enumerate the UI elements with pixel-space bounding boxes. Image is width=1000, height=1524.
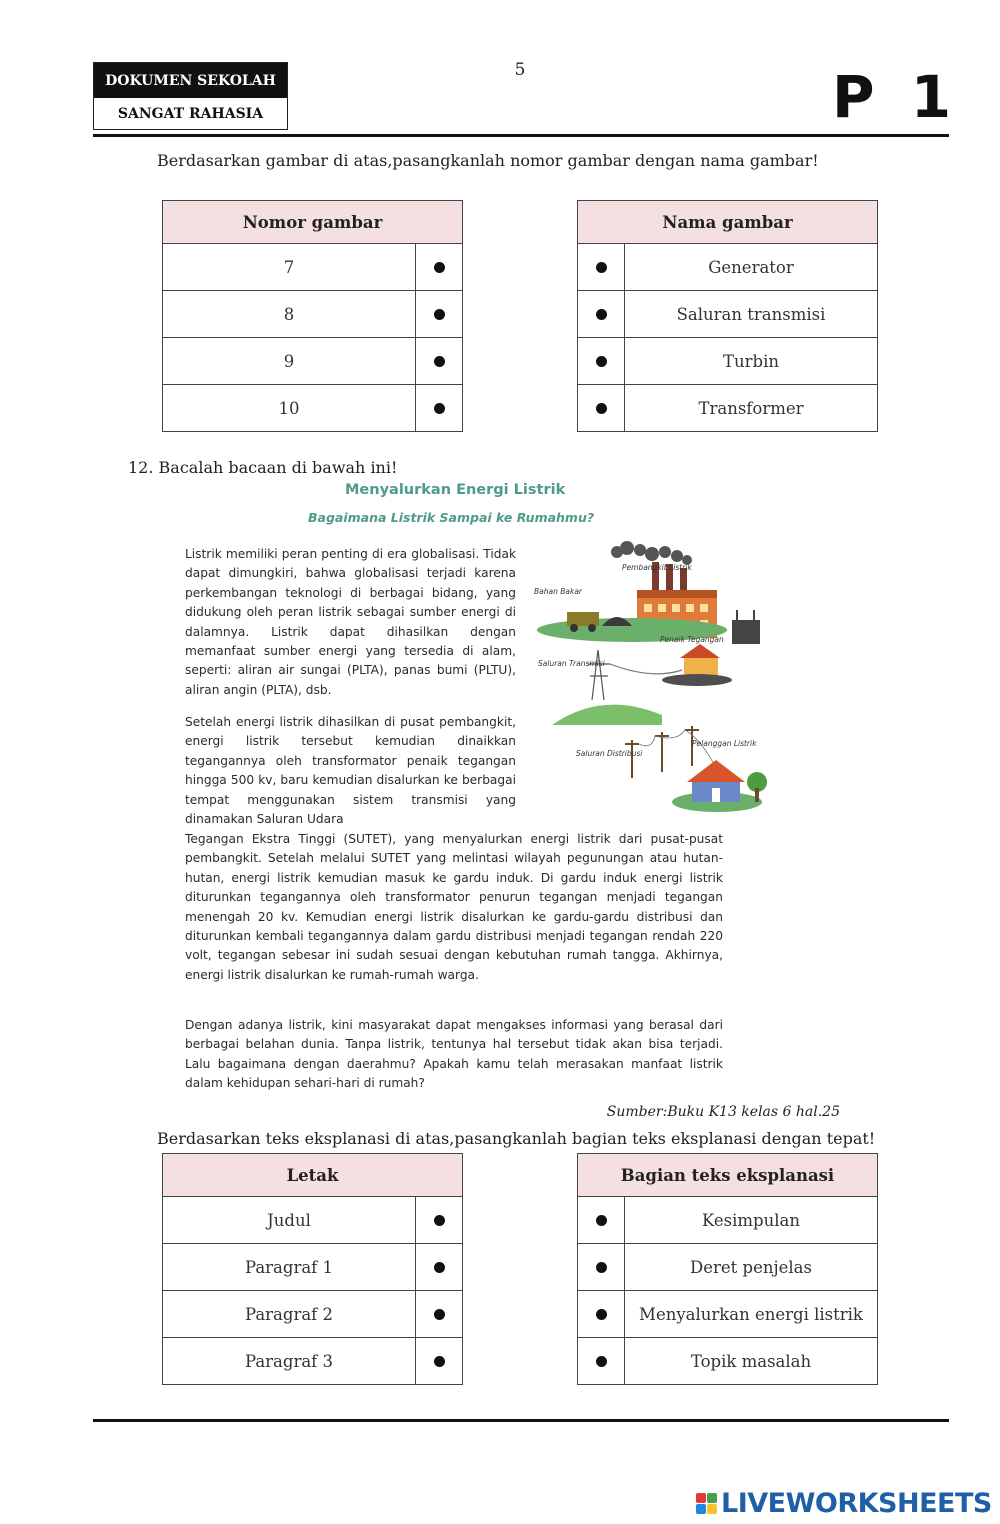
- item-label: 9: [163, 338, 416, 385]
- article-title: Menyalurkan Energi Listrik: [345, 482, 566, 498]
- logo-square: [707, 1493, 717, 1503]
- item-label: Generator: [625, 244, 878, 291]
- match-dot[interactable]: [578, 338, 625, 385]
- label-plant: Pembangkit Listrik: [622, 563, 692, 572]
- match-dot[interactable]: [416, 385, 463, 432]
- table-header: Letak: [163, 1154, 463, 1197]
- logo-square: [696, 1493, 706, 1503]
- table-row: [578, 338, 878, 385]
- table-row: [578, 385, 878, 432]
- match-dot[interactable]: [578, 291, 625, 338]
- logo-square: [707, 1504, 717, 1514]
- page-number: 5: [514, 60, 526, 80]
- smoke-icon: [611, 541, 692, 565]
- document-header-box: [93, 62, 288, 130]
- electricity-distribution-illustration: [532, 540, 777, 820]
- match-dot[interactable]: [578, 244, 625, 291]
- paper-code: P 1: [832, 63, 960, 131]
- brand-text: LIVEWORKSHEETS: [721, 1488, 992, 1519]
- label-step-up: Penaik Tegangan: [660, 635, 724, 644]
- item-label: Paragraf 2: [163, 1291, 416, 1338]
- table-header: Nama gambar: [578, 201, 878, 244]
- label-fuel: Bahan Bakar: [534, 587, 582, 596]
- article-subtitle: Bagaimana Listrik Sampai ke Rumahmu?: [308, 510, 595, 525]
- table-row: [163, 338, 463, 385]
- table-row: [578, 1291, 878, 1338]
- question-12-label: 12. Bacalah bacaan di bawah ini!: [128, 458, 398, 477]
- table-row: [163, 1291, 463, 1338]
- match-dot[interactable]: [578, 385, 625, 432]
- table-header: Nomor gambar: [163, 201, 463, 244]
- label-customer: Pelanggan Listrik: [692, 739, 757, 748]
- match-dot[interactable]: [416, 291, 463, 338]
- match-dot[interactable]: [416, 338, 463, 385]
- item-label: Turbin: [625, 338, 878, 385]
- instruction-1: Berdasarkan gambar di atas,pasangkanlah nomor gambar dengan nama gambar!: [157, 151, 819, 170]
- item-label: 8: [163, 291, 416, 338]
- table-row: [163, 1244, 463, 1291]
- table-row: [578, 1197, 878, 1244]
- item-label: Judul: [163, 1197, 416, 1244]
- match-dot[interactable]: [416, 1338, 463, 1385]
- source-citation: Sumber:Buku K13 kelas 6 hal.25: [606, 1104, 840, 1120]
- secret-label: SANGAT RAHASIA: [117, 105, 264, 122]
- table-row: [163, 291, 463, 338]
- match-dot[interactable]: [578, 1338, 625, 1385]
- item-label: Transformer: [625, 385, 878, 432]
- item-label: Menyalurkan energi listrik: [625, 1291, 878, 1338]
- article-paragraph-2a: Setelah energi listrik dihasilkan di pusat pembangkit, energi listrik tersebut kemudian dinaikkan tegangannya oleh transformator penaik tegangan hingga 500 kv, baru kemudian disalurkan ke berbagai tempat menggunakan sistem transmisi yang dinamakan Saluran Udara: [185, 715, 516, 827]
- article-paragraph-2b: Tegangan Ekstra Tinggi (SUTET), yang menyalurkan energi listrik dari pusat-pusat pembangkit. Setelah melalui SUTET yang melintasi wilayah pegunungan atau hutan-hutan, energi listrik kemudian masuk ke gardu induk. Di gardu induk energi listrik diturunkan tegangannya oleh transformator penurun tegangan menjadi tegangan menengah 20 kv. Kemudian energi listrik disalurkan ke gardu-gardu distribusi dan diturunkan kembali tegangannya dalam gardu distribusi menjadi tegangan rendah 220 volt, tegangan sebesar ini sudah sesuai dengan kebutuhan rumah tangga. Akhirnya, energi listrik disalurkan ke rumah-rumah warga.: [185, 832, 723, 982]
- table-row: [578, 291, 878, 338]
- item-label: Saluran transmisi: [625, 291, 878, 338]
- instruction-2: Berdasarkan teks eksplanasi di atas,pasangkanlah bagian teks eksplanasi dengan tepat!: [157, 1129, 876, 1148]
- table-row: [163, 1197, 463, 1244]
- table-header: Bagian teks eksplanasi: [578, 1154, 878, 1197]
- article-paragraph-3: Dengan adanya listrik, kini masyarakat dapat mengakses informasi yang berasal dari berbagai belahan dunia. Tanpa listrik, tentunya hal tersebut tidak akan bisa terjadi. Lalu bagaimana dengan daerahmu? Apakah kamu telah merasakan manfaat listrik dalam kehidupan sehari-hari di rumah?: [185, 1018, 723, 1091]
- table-row: [578, 1338, 878, 1385]
- table-row: [578, 1244, 878, 1291]
- matching-table-left-2: [162, 1153, 463, 1385]
- match-dot[interactable]: [416, 1291, 463, 1338]
- footer-divider: [93, 1419, 949, 1422]
- item-label: 7: [163, 244, 416, 291]
- item-label: Deret penjelas: [625, 1244, 878, 1291]
- transmission-tower-icon: [588, 650, 682, 700]
- liveworksheets-logo: [696, 1488, 992, 1519]
- table-row: [163, 385, 463, 432]
- matching-table-right-2: [577, 1153, 878, 1385]
- match-dot[interactable]: [578, 1291, 625, 1338]
- match-dot[interactable]: [416, 1244, 463, 1291]
- matching-table-right-1: [577, 200, 878, 432]
- item-label: Paragraf 3: [163, 1338, 416, 1385]
- logo-square: [696, 1504, 706, 1514]
- article-paragraph-1: Listrik memiliki peran penting di era globalisasi. Tidak dapat dimungkiri, bahwa globalisasi terjadi karena perkembangan teknologi di berbagai bidang, yang didukung oleh peran listrik sebagai sumber energi di dalamnya. Listrik dapat dihasilkan dengan memanfaat sumber energi yang tersedia di alam, seperti: aliran air sungai (PLTA), panas bumi (PLTU), aliran angin (PLTA), dsb.: [185, 547, 516, 697]
- match-dot[interactable]: [416, 1197, 463, 1244]
- match-dot[interactable]: [578, 1197, 625, 1244]
- item-label: 10: [163, 385, 416, 432]
- liveworksheets-icon: [696, 1493, 717, 1514]
- item-label: Topik masalah: [625, 1338, 878, 1385]
- item-label: Paragraf 1: [163, 1244, 416, 1291]
- table-row: [163, 1338, 463, 1385]
- table-row: [578, 244, 878, 291]
- house-icon: [672, 760, 767, 812]
- match-dot[interactable]: [416, 244, 463, 291]
- label-distribution: Saluran Distribusi: [576, 749, 643, 758]
- label-transmission: Saluran Transmisi: [538, 659, 605, 668]
- doc-label: DOKUMEN SEKOLAH: [94, 63, 287, 98]
- match-dot[interactable]: [578, 1244, 625, 1291]
- matching-table-left-1: [162, 200, 463, 432]
- table-row: [163, 244, 463, 291]
- item-label: Kesimpulan: [625, 1197, 878, 1244]
- header-divider: [93, 134, 949, 137]
